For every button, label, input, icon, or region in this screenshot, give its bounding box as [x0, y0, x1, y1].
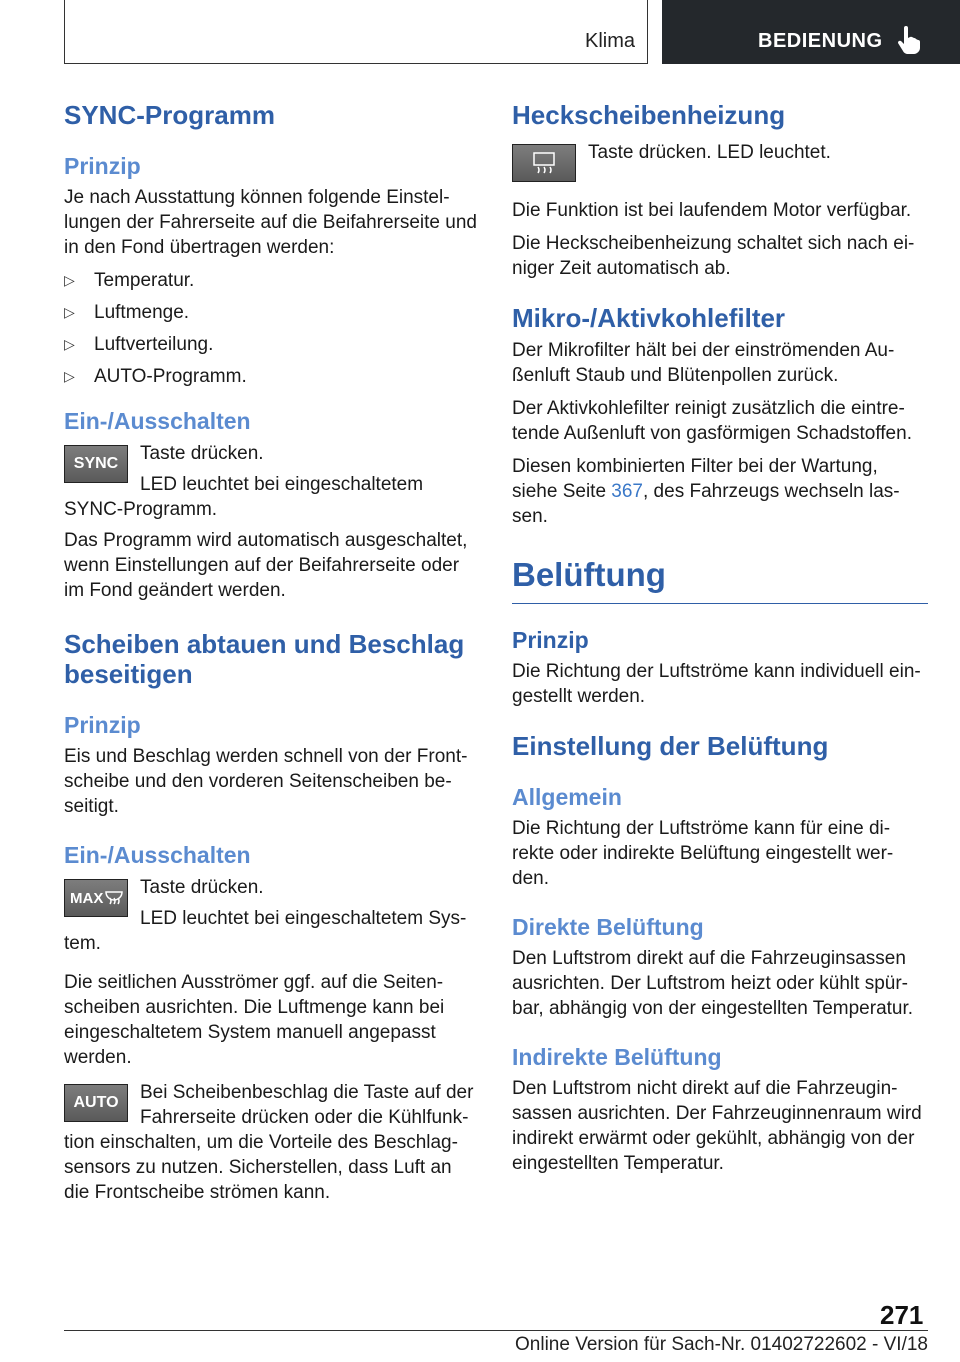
einaus2-text2: Die seitlichen Ausströmer ggf. auf die Seiten-scheiben ausrichten. Die Luftmenge kann bei eingeschaltetem System manuell angepasst werden.: [64, 972, 445, 1068]
einaus-heading-2: Ein-/Ausschalten: [64, 842, 251, 868]
triangle-bullet-icon: ▷: [64, 304, 75, 320]
hand-pointer-icon: [896, 26, 922, 54]
sync-key-icon: SYNC: [64, 445, 128, 483]
filter-text2: Der Aktivkohlefilter reinigt zusätzlich die eintre-tende Außenluft von gasförmigen Schadstoffen.: [512, 398, 912, 444]
heck-key-block: [512, 140, 928, 188]
right-column: [512, 100, 928, 1176]
chapter-label: BEDIENUNG: [758, 30, 883, 52]
triangle-bullet-icon: ▷: [64, 272, 75, 288]
indirekt-text: Den Luftstrom nicht direkt auf die Fahrzeugin-sassen ausrichten. Der Fahrzeuginnenraum wird indirekt erwärmt oder gekühlt, abhängig von der eingestellten Temperatur.: [512, 1078, 922, 1174]
left-column: [64, 100, 478, 1205]
list-item: ▷ Luftverteilung.: [64, 334, 214, 355]
triangle-bullet-icon: ▷: [64, 368, 75, 384]
sync-key-block: [64, 441, 478, 522]
prinzip-heading-3: Prinzip: [512, 627, 589, 653]
bullet-list: [64, 268, 478, 389]
footer-text: Online Version für Sach-Nr. 01402722602 - VI/18: [515, 1334, 928, 1355]
filter-heading: Mikro-/Aktivkohlefilter: [512, 303, 786, 333]
triangle-bullet-icon: ▷: [64, 336, 75, 352]
footer-divider: [64, 1330, 928, 1331]
page-number: 271: [880, 1300, 924, 1330]
direkt-heading: Direkte Belüftung: [512, 914, 704, 940]
svg-text:MAX: MAX: [70, 890, 104, 907]
prinzip-heading-1: Prinzip: [64, 153, 141, 179]
heck-text2: Die Heckscheibenheizung schaltet sich nach ei-niger Zeit automatisch ab.: [512, 233, 915, 279]
max-key-block: [64, 875, 478, 956]
einaus-heading-1: Ein-/Ausschalten: [64, 408, 251, 434]
section-label: Klima: [584, 30, 635, 52]
header-chapter-tab: [662, 0, 960, 64]
einaus1-text2: Das Programm wird automatisch ausgeschaltet, wenn Einstellungen auf der Beifahrerseite oder im Fond geändert werden.: [64, 530, 468, 601]
direkt-text: Den Luftstrom direkt auf die Fahrzeuginsassen ausrichten. Der Luftstrom heizt oder kühlt spür-bar, abhängig von der eingestellten Temperatur.: [512, 948, 914, 1019]
prinzip-heading-2: Prinzip: [64, 712, 141, 738]
prinzip-text-1: Je nach Ausstattung können folgende Einstel-lungen der Fahrerseite auf die Beifahrerseite und in den Fond übertragen werden:: [64, 187, 477, 258]
auto-text: Bei Scheibenbeschlag die Taste auf der Fahrerseite drücken oder die Kühlfunk-tion einschalten, um die Vorteile des Beschlag-sensors zu nutzen. Sicherstellen, dass Luft an die Frontscheibe strömen kann.: [64, 1082, 474, 1203]
list-item: ▷ Luftmenge.: [64, 302, 190, 323]
sync-heading: SYNC-Programm: [64, 100, 275, 130]
indirekt-heading: Indirekte Belüftung: [512, 1044, 722, 1070]
einstellung-heading: Einstellung der Belüftung: [512, 731, 829, 761]
page-link-367[interactable]: 367: [611, 481, 643, 502]
einaus1-line2: LED leuchtet bei eingeschaltetem SYNC-Programm.: [64, 474, 424, 520]
heck-text1: Die Funktion ist bei laufendem Motor verfügbar.: [512, 200, 912, 221]
heck-heading: Heckscheibenheizung: [512, 100, 786, 130]
einaus1-line1: Taste drücken.: [140, 443, 264, 464]
prinzip-text-2: Eis und Beschlag werden schnell von der Front-scheibe und den vorderen Seitenscheiben be-seitigt.: [64, 746, 468, 817]
allgemein-text: Die Richtung der Luftströme kann für eine di-rekte oder indirekte Belüftung eingestellt wer-den.: [512, 818, 894, 889]
header-section-box: [64, 0, 648, 64]
max-defrost-key-icon: [64, 879, 128, 917]
auto-key-icon: AUTO: [64, 1084, 128, 1122]
prinzip-text-3: Die Richtung der Luftströme kann individuell ein-gestellt werden.: [512, 661, 921, 707]
list-item: ▷ AUTO-Programm.: [64, 366, 247, 387]
allgemein-heading: Allgemein: [512, 784, 622, 810]
belueftung-heading: Belüftung: [512, 555, 928, 604]
scheiben-heading: Scheiben abtauen und Beschlag beseitigen: [64, 629, 465, 689]
einaus2-line1: Taste drücken.: [140, 877, 264, 898]
auto-key-block: [64, 1080, 478, 1205]
rear-defrost-key-icon: [512, 144, 576, 182]
list-item: ▷ Temperatur.: [64, 270, 195, 291]
einaus2-line2: LED leuchtet bei eingeschaltetem Sys-tem.: [64, 908, 467, 954]
heck-line1: Taste drücken. LED leuchtet.: [588, 142, 831, 163]
filter-text1: Der Mikrofilter hält bei der einströmenden Au-ßenluft Staub und Blütenpollen zurück.: [512, 340, 895, 386]
filter-text3: Diesen kombinierten Filter bei der Wartung, siehe Seite 367, des Fahrzeugs wechseln las-sen.: [512, 456, 900, 527]
